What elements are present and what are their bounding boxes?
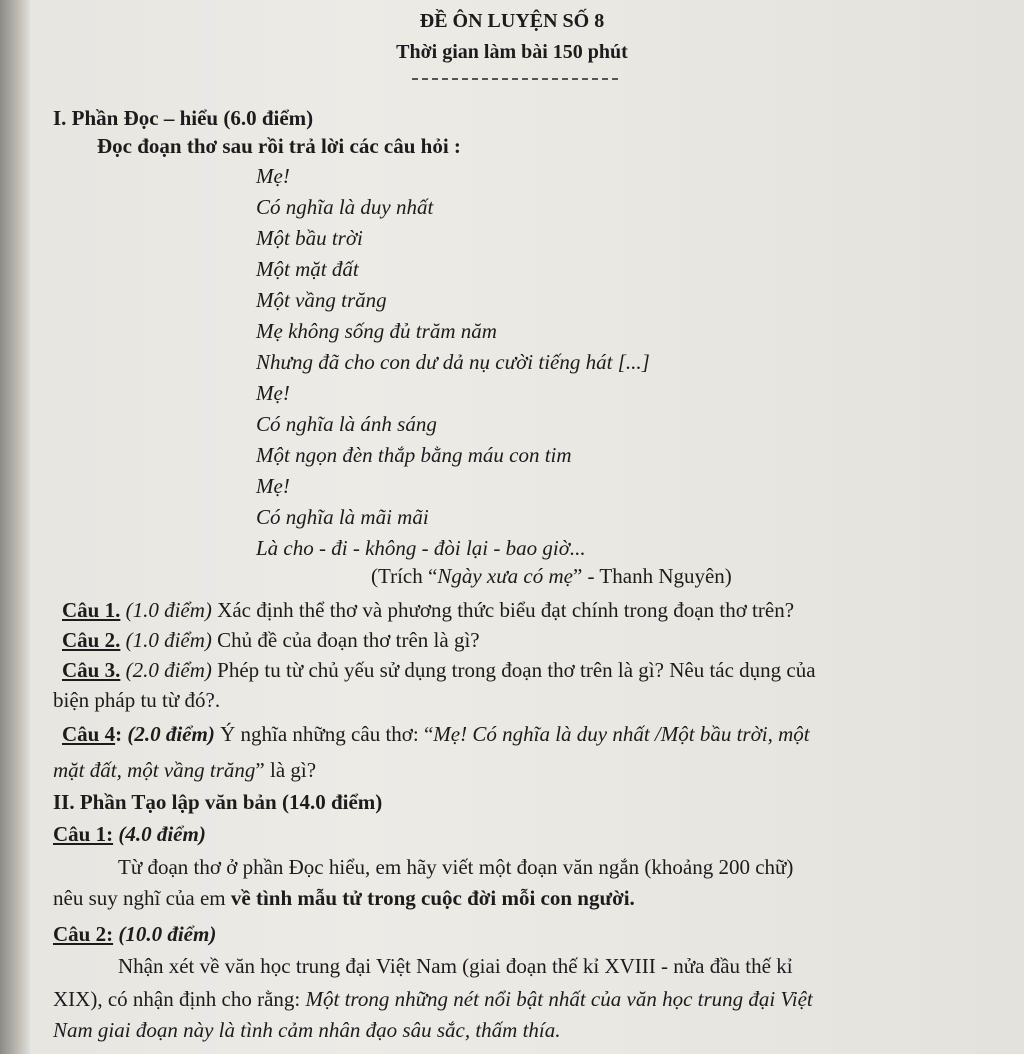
part2-question-2-text-2 (53, 987, 998, 1012)
question-text: nêu suy nghĩ của em (53, 886, 231, 910)
question-quote: Mẹ! Có nghĩa là duy nhất /Một bầu trời, một (433, 722, 810, 746)
question-label: Câu 2: (53, 922, 114, 946)
question-3 (62, 658, 998, 683)
part2-question-1-text-2 (53, 886, 998, 911)
question-text: ” là gì? (255, 758, 317, 782)
poem-line: Mẹ! (256, 474, 290, 498)
question-points: (2.0 điểm) (127, 722, 215, 746)
question-emphasis: về tình mẫu tử trong cuộc đời mỗi con người. (230, 886, 635, 910)
question-4-continued (53, 758, 998, 783)
question-label: Câu 4 (62, 722, 116, 746)
poem-line: Là cho - đi - không - đòi lại - bao giờ... (256, 536, 586, 560)
source-title: Ngày xưa có mẹ (437, 564, 573, 588)
question-label: Câu 1. (62, 598, 121, 622)
question-points: (10.0 điểm) (118, 922, 217, 946)
question-colon: : (115, 722, 123, 746)
question-label: Câu 2. (62, 628, 121, 652)
question-points: (1.0 điểm) (125, 598, 212, 622)
poem-line: Có nghĩa là ánh sáng (256, 412, 437, 436)
poem-line: Một mặt đất (256, 257, 359, 281)
poem-line: Một ngọn đèn thắp bằng máu con tim (256, 443, 572, 467)
question-label: Câu 3. (62, 658, 121, 682)
page-edge-shadow (0, 0, 30, 1054)
question-2 (62, 628, 998, 653)
part2-question-1-text: Từ đoạn thơ ở phần Đọc hiểu, em hãy viết một đoạn văn ngắn (khoảng 200 chữ) (118, 855, 794, 879)
question-text: Xác định thể thơ và phương thức biểu đạt chính trong đoạn thơ trên? (217, 598, 795, 622)
poem-line: Mẹ không sống đủ trăm năm (256, 319, 497, 343)
part2-question-2-text-3: Nam giai đoạn này là tình cảm nhân đạo sâu sắc, thấm thía. (53, 1018, 561, 1042)
part1-heading: I. Phần Đọc – hiểu (6.0 điểm) (53, 106, 314, 130)
question-points: (2.0 điểm) (125, 658, 212, 682)
part2-question-2-label (53, 922, 998, 947)
question-3-continued: biện pháp tu từ đó?. (53, 688, 221, 712)
poem-line: Có nghĩa là mãi mãi (256, 505, 429, 529)
part1-instruction: Đọc đoạn thơ sau rồi trả lời các câu hỏi : (97, 134, 461, 158)
exam-time: Thời gian làm bài 150 phút (396, 41, 628, 63)
poem-source (371, 564, 732, 589)
source-suffix: ” - Thanh Nguyên) (572, 564, 732, 588)
part2-question-1-label (53, 822, 998, 847)
poem-line: Mẹ! (256, 381, 290, 405)
question-1 (62, 598, 998, 623)
poem-line: Nhưng đã cho con dư dả nụ cười tiếng hát [...] (256, 350, 650, 374)
question-label: Câu 1: (53, 822, 114, 846)
question-text: XIX), có nhận định cho rằng: (53, 987, 306, 1011)
part2-question-2-text: Nhận xét về văn học trung đại Việt Nam (giai đoạn thế kỉ XVIII - nửa đầu thế kỉ (118, 954, 793, 978)
title-divider (412, 78, 618, 80)
question-points: (4.0 điểm) (118, 822, 206, 846)
poem-line: Mẹ! (256, 164, 290, 188)
poem-line: Một bầu trời (256, 226, 363, 250)
poem-line: Có nghĩa là duy nhất (256, 195, 434, 219)
question-quote: Một trong những nét nổi bật nhất của văn học trung đại Việt (305, 987, 813, 1011)
question-text: Phép tu từ chủ yếu sử dụng trong đoạn thơ trên là gì? Nêu tác dụng của (217, 658, 816, 682)
question-quote: mặt đất, một vầng trăng (53, 758, 256, 782)
part2-heading: II. Phần Tạo lập văn bản (14.0 điểm) (53, 790, 383, 814)
question-4 (62, 722, 998, 747)
source-prefix: (Trích “ (371, 564, 438, 588)
exam-title: ĐỀ ÔN LUYỆN SỐ 8 (419, 10, 605, 32)
question-points: (1.0 điểm) (125, 628, 212, 652)
question-text: Chủ đề của đoạn thơ trên là gì? (217, 628, 480, 652)
poem-line: Một vầng trăng (256, 288, 387, 312)
question-text: Ý nghĩa những câu thơ: “ (220, 722, 434, 746)
